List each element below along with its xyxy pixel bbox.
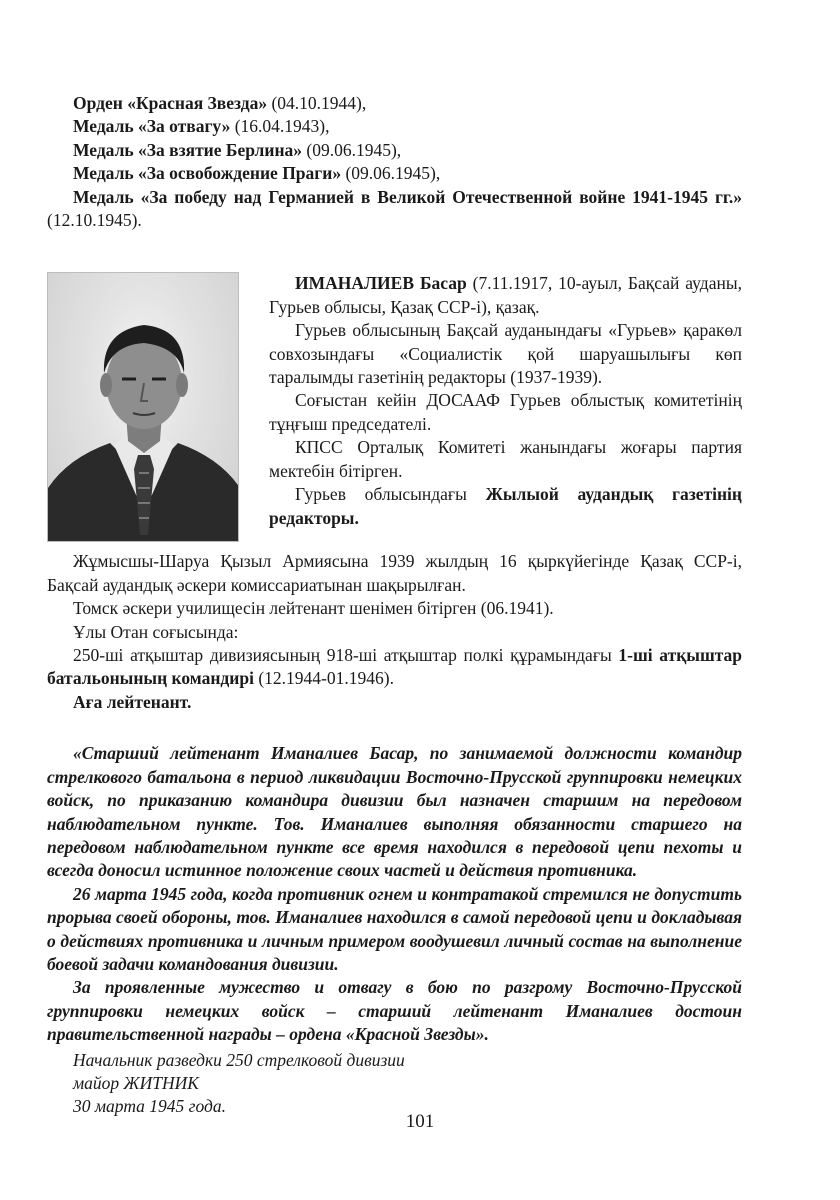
award-item: Медаль «За взятие Берлина» (09.06.1945), xyxy=(73,139,402,160)
portrait-photo xyxy=(47,272,239,542)
signature-line: 30 марта 1945 года. xyxy=(73,1096,226,1117)
bio-paragraph: Жұмысшы-Шаруа Қызыл Армиясына 1939 жылдың 16 қыркүйегінде Қазақ ССР-і, Бақсай аудандық әскери комиссариатынан шақырылған. xyxy=(47,551,742,595)
bio-paragraph: Гурьев облысының Бақсай ауданындағы «Гурьев» қаракөл совхозындағы «Социалистік қой шаруашылығы көп таралымды газетінің редакторы (1937-1939). xyxy=(269,320,742,388)
award-item: Медаль «За отвагу» (16.04.1943), xyxy=(73,116,330,137)
bio-paragraph: Соғыстан кейін ДОСААФ Гурьев облыстық комитетінің тұңғыш председателі. xyxy=(269,390,742,434)
award-citation xyxy=(47,742,742,1046)
bio-paragraph: Гурьев облысындағы Жылыой аудандық газетінің редакторы. xyxy=(269,484,742,528)
award-item: Медаль «За освобождение Праги» (09.06.1945), xyxy=(73,163,441,184)
bio-rank: Аға лейтенант. xyxy=(73,691,192,712)
award-item: Орден «Красная Звезда» (04.10.1944), xyxy=(73,93,367,113)
bio-heading: ИМАНАЛИЕВ Басар (7.11.1917, 10-ауыл, Бақсай ауданы, Гурьев облысы, Қазақ ССР-і), қазақ. xyxy=(269,273,742,317)
citation-paragraph: 26 марта 1945 года, когда противник огнем и контратакой стремился не допустить прорыва своей обороны, тов. Иманалиев находился в самой передовой цепи и докладывая о действиях противника и личным примером воодушевил личный состав на выполнение боевой задачи командования дивизии. xyxy=(47,883,742,974)
awards-list xyxy=(47,92,742,232)
bio-paragraph: КПСС Орталық Комитеті жанындағы жоғары партия мектебін бітірген. xyxy=(269,437,742,481)
citation-signature xyxy=(47,1049,742,1119)
page-content xyxy=(47,92,742,1119)
bio-paragraph: Томск әскери училищесін лейтенант шенімен бітірген (06.1941). xyxy=(73,598,554,619)
bio-paragraph: 250-ші атқыштар дивизиясының 918-ші атқыштар полкі құрамындағы 1-ші атқыштар батальонының командирі (12.1944-01.1946). xyxy=(47,645,743,689)
signature-line: Начальник разведки 250 стрелковой дивизии xyxy=(73,1049,405,1070)
page-number: 101 xyxy=(405,1111,435,1132)
award-item: Медаль «За победу над Германией в Великой Отечественной войне 1941-1945 гг.» (12.10.1945). xyxy=(47,186,742,231)
citation-paragraph: За проявленные мужество и отвагу в бою по разгрому Восточно-Прусской группировки немецких войск – старший лейтенант Иманалиев достоин правительственной награды – ордена «Красной Звезды». xyxy=(47,977,742,1045)
bio-paragraph: Ұлы Отан соғысында: xyxy=(73,621,239,642)
biography xyxy=(47,272,742,550)
signature-line: майор ЖИТНИК xyxy=(73,1072,199,1093)
citation-paragraph: «Старший лейтенант Иманалиев Басар, по занимаемой должности командир стрелкового батальона в период ликвидации Восточно-Прусской группировки немецких войск, по приказанию командира дивизии был назначен старшим на передовом наблюдательном пункте. Тов. Иманалиев выполняя обязанности старшего на передовом наблюдательном пункте все время находился в передовой цепи пехоты и всегда доносил истинное положение своих частей и действия противника. xyxy=(47,743,742,881)
